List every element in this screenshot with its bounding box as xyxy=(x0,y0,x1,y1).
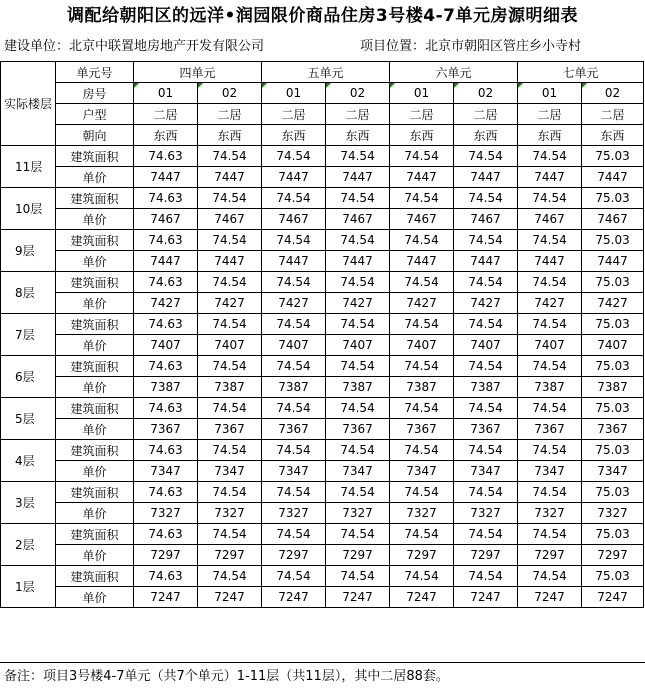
area-cell: 74.54 xyxy=(198,314,262,335)
price-cell: 7387 xyxy=(582,377,644,398)
area-cell: 74.54 xyxy=(454,314,518,335)
price-cell: 7347 xyxy=(582,461,644,482)
header-row-unit xyxy=(1,62,644,83)
unit-type: 二居 xyxy=(198,104,262,125)
price-cell: 7367 xyxy=(326,419,390,440)
price-cell: 7387 xyxy=(454,377,518,398)
area-cell: 74.54 xyxy=(262,356,326,377)
price-cell: 7367 xyxy=(454,419,518,440)
floor-price-row xyxy=(1,419,644,440)
price-cell: 7327 xyxy=(326,503,390,524)
area-cell: 74.54 xyxy=(518,566,582,587)
area-cell: 74.54 xyxy=(454,482,518,503)
area-cell: 74.54 xyxy=(198,188,262,209)
area-cell: 74.54 xyxy=(262,482,326,503)
price-cell: 7367 xyxy=(198,419,262,440)
area-cell: 74.54 xyxy=(262,524,326,545)
price-cell: 7347 xyxy=(454,461,518,482)
price-label: 单价 xyxy=(56,545,134,566)
price-cell: 7427 xyxy=(518,293,582,314)
area-cell: 75.03 xyxy=(582,398,644,419)
price-label: 单价 xyxy=(56,209,134,230)
price-cell: 7247 xyxy=(582,587,644,608)
price-cell: 7347 xyxy=(262,461,326,482)
price-cell: 7367 xyxy=(582,419,644,440)
floor-area-row xyxy=(1,146,644,167)
orientation: 东西 xyxy=(518,125,582,146)
area-cell: 74.63 xyxy=(134,146,198,167)
area-cell: 74.54 xyxy=(454,188,518,209)
area-cell: 74.54 xyxy=(198,440,262,461)
area-cell: 74.63 xyxy=(134,230,198,251)
row-label-type: 户型 xyxy=(56,104,134,125)
unit-type: 二居 xyxy=(134,104,198,125)
table-body xyxy=(1,62,644,608)
price-label: 单价 xyxy=(56,503,134,524)
area-cell: 74.54 xyxy=(326,188,390,209)
area-label: 建筑面积 xyxy=(56,482,134,503)
area-cell: 74.54 xyxy=(262,398,326,419)
area-cell: 74.54 xyxy=(390,230,454,251)
floor-price-row xyxy=(1,503,644,524)
price-cell: 7387 xyxy=(262,377,326,398)
area-label: 建筑面积 xyxy=(56,230,134,251)
price-cell: 7297 xyxy=(198,545,262,566)
price-label: 单价 xyxy=(56,251,134,272)
area-cell: 74.54 xyxy=(198,482,262,503)
area-cell: 74.54 xyxy=(326,314,390,335)
price-cell: 7387 xyxy=(390,377,454,398)
orientation: 东西 xyxy=(390,125,454,146)
area-cell: 74.54 xyxy=(454,440,518,461)
area-cell: 75.03 xyxy=(582,314,644,335)
area-label: 建筑面积 xyxy=(56,398,134,419)
floor-header: 实际楼层 xyxy=(1,62,56,146)
area-label: 建筑面积 xyxy=(56,524,134,545)
price-label: 单价 xyxy=(56,377,134,398)
area-cell: 74.54 xyxy=(262,230,326,251)
price-cell: 7297 xyxy=(134,545,198,566)
price-cell: 7467 xyxy=(134,209,198,230)
price-cell: 7447 xyxy=(198,251,262,272)
price-cell: 7447 xyxy=(518,251,582,272)
room-number: 02 xyxy=(198,83,262,104)
price-cell: 7467 xyxy=(454,209,518,230)
area-cell: 74.54 xyxy=(198,146,262,167)
unit-header: 六单元 xyxy=(390,62,518,83)
area-cell: 74.54 xyxy=(326,482,390,503)
price-cell: 7347 xyxy=(518,461,582,482)
area-cell: 74.54 xyxy=(326,356,390,377)
price-cell: 7347 xyxy=(326,461,390,482)
price-cell: 7387 xyxy=(134,377,198,398)
price-cell: 7407 xyxy=(134,335,198,356)
area-cell: 74.54 xyxy=(326,440,390,461)
area-cell: 74.54 xyxy=(454,566,518,587)
area-cell: 74.54 xyxy=(326,272,390,293)
room-number: 01 xyxy=(390,83,454,104)
price-cell: 7407 xyxy=(326,335,390,356)
area-label: 建筑面积 xyxy=(56,146,134,167)
price-cell: 7447 xyxy=(262,167,326,188)
area-cell: 74.54 xyxy=(454,398,518,419)
price-cell: 7347 xyxy=(198,461,262,482)
area-cell: 74.63 xyxy=(134,314,198,335)
floor-area-row xyxy=(1,398,644,419)
area-cell: 74.54 xyxy=(518,314,582,335)
unit-type: 二居 xyxy=(582,104,644,125)
area-label: 建筑面积 xyxy=(56,566,134,587)
floor-area-row xyxy=(1,524,644,545)
floor-label: 8层 xyxy=(1,272,56,314)
room-number: 01 xyxy=(518,83,582,104)
floor-area-row xyxy=(1,356,644,377)
price-cell: 7367 xyxy=(262,419,326,440)
price-cell: 7367 xyxy=(518,419,582,440)
unit-type: 二居 xyxy=(390,104,454,125)
price-cell: 7407 xyxy=(262,335,326,356)
area-cell: 75.03 xyxy=(582,524,644,545)
area-cell: 75.03 xyxy=(582,566,644,587)
page-title: 调配给朝阳区的远洋•润园限价商品住房3号楼4-7单元房源明细表 xyxy=(67,6,578,26)
floor-label: 3层 xyxy=(1,482,56,524)
area-cell: 74.54 xyxy=(262,440,326,461)
price-cell: 7447 xyxy=(582,251,644,272)
floor-price-row xyxy=(1,293,644,314)
price-cell: 7427 xyxy=(390,293,454,314)
area-cell: 74.54 xyxy=(262,146,326,167)
price-cell: 7427 xyxy=(582,293,644,314)
orientation: 东西 xyxy=(582,125,644,146)
price-cell: 7347 xyxy=(134,461,198,482)
floor-area-row xyxy=(1,230,644,251)
price-cell: 7467 xyxy=(262,209,326,230)
price-label: 单价 xyxy=(56,587,134,608)
floor-price-row xyxy=(1,461,644,482)
price-cell: 7297 xyxy=(390,545,454,566)
unit-header: 五单元 xyxy=(262,62,390,83)
header-row-type xyxy=(1,104,644,125)
row-label-room: 房号 xyxy=(56,83,134,104)
area-cell: 75.03 xyxy=(582,356,644,377)
floor-price-row xyxy=(1,167,644,188)
price-cell: 7447 xyxy=(326,167,390,188)
floor-label: 10层 xyxy=(1,188,56,230)
area-cell: 74.54 xyxy=(518,440,582,461)
area-cell: 74.54 xyxy=(518,146,582,167)
unit-type: 二居 xyxy=(326,104,390,125)
area-cell: 75.03 xyxy=(582,272,644,293)
unit-header: 七单元 xyxy=(518,62,644,83)
price-cell: 7447 xyxy=(262,251,326,272)
area-cell: 74.54 xyxy=(262,188,326,209)
price-cell: 7327 xyxy=(134,503,198,524)
price-cell: 7467 xyxy=(518,209,582,230)
location-info: 项目位置：北京市朝阳区管庄乡小寺村 xyxy=(360,39,582,54)
price-cell: 7327 xyxy=(454,503,518,524)
room-number: 02 xyxy=(582,83,644,104)
header-row-room xyxy=(1,83,644,104)
price-cell: 7467 xyxy=(326,209,390,230)
area-cell: 74.54 xyxy=(390,188,454,209)
area-cell: 74.54 xyxy=(518,398,582,419)
price-cell: 7427 xyxy=(134,293,198,314)
price-cell: 7367 xyxy=(134,419,198,440)
area-cell: 74.54 xyxy=(454,146,518,167)
price-cell: 7447 xyxy=(326,251,390,272)
area-label: 建筑面积 xyxy=(56,356,134,377)
price-cell: 7447 xyxy=(454,167,518,188)
price-cell: 7447 xyxy=(134,167,198,188)
footnote: 备注：项目3号楼4-7单元（共7个单元）1-11层（共11层），其中二居88套。 xyxy=(4,669,449,684)
floor-price-row xyxy=(1,377,644,398)
area-label: 建筑面积 xyxy=(56,440,134,461)
floor-label: 1层 xyxy=(1,566,56,608)
floor-area-row xyxy=(1,314,644,335)
price-cell: 7447 xyxy=(390,167,454,188)
price-cell: 7247 xyxy=(326,587,390,608)
price-cell: 7367 xyxy=(390,419,454,440)
floor-price-row xyxy=(1,209,644,230)
area-cell: 74.54 xyxy=(390,146,454,167)
area-cell: 74.54 xyxy=(390,524,454,545)
area-cell: 74.54 xyxy=(326,524,390,545)
price-cell: 7387 xyxy=(518,377,582,398)
floor-label: 4层 xyxy=(1,440,56,482)
floor-label: 5层 xyxy=(1,398,56,440)
floor-price-row xyxy=(1,545,644,566)
area-cell: 74.54 xyxy=(454,356,518,377)
area-cell: 74.54 xyxy=(518,188,582,209)
floor-label: 2层 xyxy=(1,524,56,566)
row-label-orientation: 朝向 xyxy=(56,125,134,146)
area-cell: 74.54 xyxy=(326,230,390,251)
area-label: 建筑面积 xyxy=(56,188,134,209)
price-cell: 7247 xyxy=(134,587,198,608)
area-cell: 74.54 xyxy=(454,230,518,251)
price-cell: 7427 xyxy=(454,293,518,314)
header-row-orientation xyxy=(1,125,644,146)
room-number: 01 xyxy=(262,83,326,104)
area-cell: 74.63 xyxy=(134,398,198,419)
area-cell: 74.63 xyxy=(134,272,198,293)
room-number: 02 xyxy=(454,83,518,104)
area-cell: 74.54 xyxy=(198,272,262,293)
area-cell: 74.54 xyxy=(326,398,390,419)
area-cell: 75.03 xyxy=(582,188,644,209)
area-cell: 74.54 xyxy=(390,356,454,377)
area-label: 建筑面积 xyxy=(56,272,134,293)
price-cell: 7447 xyxy=(134,251,198,272)
floor-area-row xyxy=(1,272,644,293)
price-cell: 7427 xyxy=(262,293,326,314)
price-cell: 7447 xyxy=(198,167,262,188)
price-cell: 7467 xyxy=(582,209,644,230)
note-divider xyxy=(0,662,645,663)
price-cell: 7407 xyxy=(582,335,644,356)
price-cell: 7327 xyxy=(518,503,582,524)
room-number: 01 xyxy=(134,83,198,104)
orientation: 东西 xyxy=(198,125,262,146)
housing-table xyxy=(0,61,644,608)
price-cell: 7447 xyxy=(518,167,582,188)
room-number: 02 xyxy=(326,83,390,104)
area-cell: 74.54 xyxy=(326,566,390,587)
floor-label: 11层 xyxy=(1,146,56,188)
area-cell: 74.54 xyxy=(390,482,454,503)
area-cell: 74.54 xyxy=(390,272,454,293)
area-cell: 74.54 xyxy=(326,146,390,167)
area-cell: 74.54 xyxy=(518,524,582,545)
price-cell: 7407 xyxy=(518,335,582,356)
area-cell: 74.63 xyxy=(134,524,198,545)
area-cell: 74.54 xyxy=(262,272,326,293)
area-cell: 74.54 xyxy=(518,272,582,293)
price-cell: 7467 xyxy=(198,209,262,230)
price-cell: 7407 xyxy=(390,335,454,356)
area-cell: 74.54 xyxy=(262,314,326,335)
developer-info: 建设单位：北京中联置地房地产开发有限公司 xyxy=(4,39,265,54)
price-cell: 7327 xyxy=(262,503,326,524)
price-cell: 7247 xyxy=(454,587,518,608)
price-cell: 7347 xyxy=(390,461,454,482)
price-label: 单价 xyxy=(56,167,134,188)
price-cell: 7327 xyxy=(582,503,644,524)
floor-label: 6层 xyxy=(1,356,56,398)
floor-label: 9层 xyxy=(1,230,56,272)
area-cell: 74.63 xyxy=(134,482,198,503)
floor-area-row xyxy=(1,188,644,209)
area-cell: 74.54 xyxy=(518,482,582,503)
price-label: 单价 xyxy=(56,335,134,356)
floor-area-row xyxy=(1,482,644,503)
price-cell: 7407 xyxy=(198,335,262,356)
price-cell: 7297 xyxy=(326,545,390,566)
price-cell: 7247 xyxy=(198,587,262,608)
price-cell: 7447 xyxy=(582,167,644,188)
area-cell: 75.03 xyxy=(582,230,644,251)
area-cell: 74.54 xyxy=(198,398,262,419)
orientation: 东西 xyxy=(262,125,326,146)
area-cell: 74.54 xyxy=(454,272,518,293)
price-cell: 7387 xyxy=(326,377,390,398)
unit-type: 二居 xyxy=(518,104,582,125)
price-cell: 7247 xyxy=(262,587,326,608)
area-cell: 75.03 xyxy=(582,440,644,461)
price-cell: 7297 xyxy=(518,545,582,566)
unit-type: 二居 xyxy=(454,104,518,125)
area-cell: 74.54 xyxy=(518,230,582,251)
price-cell: 7297 xyxy=(262,545,326,566)
price-label: 单价 xyxy=(56,461,134,482)
area-cell: 74.54 xyxy=(198,566,262,587)
price-cell: 7247 xyxy=(390,587,454,608)
area-cell: 75.03 xyxy=(582,482,644,503)
floor-price-row xyxy=(1,251,644,272)
floor-area-row xyxy=(1,440,644,461)
area-cell: 74.63 xyxy=(134,440,198,461)
area-cell: 74.63 xyxy=(134,188,198,209)
area-cell: 74.54 xyxy=(198,356,262,377)
price-cell: 7247 xyxy=(518,587,582,608)
price-cell: 7427 xyxy=(326,293,390,314)
price-cell: 7297 xyxy=(454,545,518,566)
area-cell: 74.54 xyxy=(262,566,326,587)
area-cell: 74.63 xyxy=(134,356,198,377)
price-label: 单价 xyxy=(56,419,134,440)
area-cell: 74.54 xyxy=(390,566,454,587)
price-cell: 7327 xyxy=(390,503,454,524)
price-cell: 7327 xyxy=(198,503,262,524)
area-label: 建筑面积 xyxy=(56,314,134,335)
unit-header: 四单元 xyxy=(134,62,262,83)
price-label: 单价 xyxy=(56,293,134,314)
area-cell: 74.54 xyxy=(454,524,518,545)
price-cell: 7387 xyxy=(198,377,262,398)
row-label-unit: 单元号 xyxy=(56,62,134,83)
price-cell: 7427 xyxy=(198,293,262,314)
price-cell: 7297 xyxy=(582,545,644,566)
floor-area-row xyxy=(1,566,644,587)
area-cell: 74.63 xyxy=(134,566,198,587)
area-cell: 74.54 xyxy=(390,440,454,461)
area-cell: 74.54 xyxy=(390,398,454,419)
area-cell: 74.54 xyxy=(390,314,454,335)
price-cell: 7447 xyxy=(454,251,518,272)
floor-label: 7层 xyxy=(1,314,56,356)
area-cell: 74.54 xyxy=(518,356,582,377)
area-cell: 75.03 xyxy=(582,146,644,167)
orientation: 东西 xyxy=(134,125,198,146)
orientation: 东西 xyxy=(454,125,518,146)
price-cell: 7407 xyxy=(454,335,518,356)
unit-type: 二居 xyxy=(262,104,326,125)
orientation: 东西 xyxy=(326,125,390,146)
floor-price-row xyxy=(1,587,644,608)
price-cell: 7447 xyxy=(390,251,454,272)
floor-price-row xyxy=(1,335,644,356)
area-cell: 74.54 xyxy=(198,524,262,545)
area-cell: 74.54 xyxy=(198,230,262,251)
price-cell: 7467 xyxy=(390,209,454,230)
